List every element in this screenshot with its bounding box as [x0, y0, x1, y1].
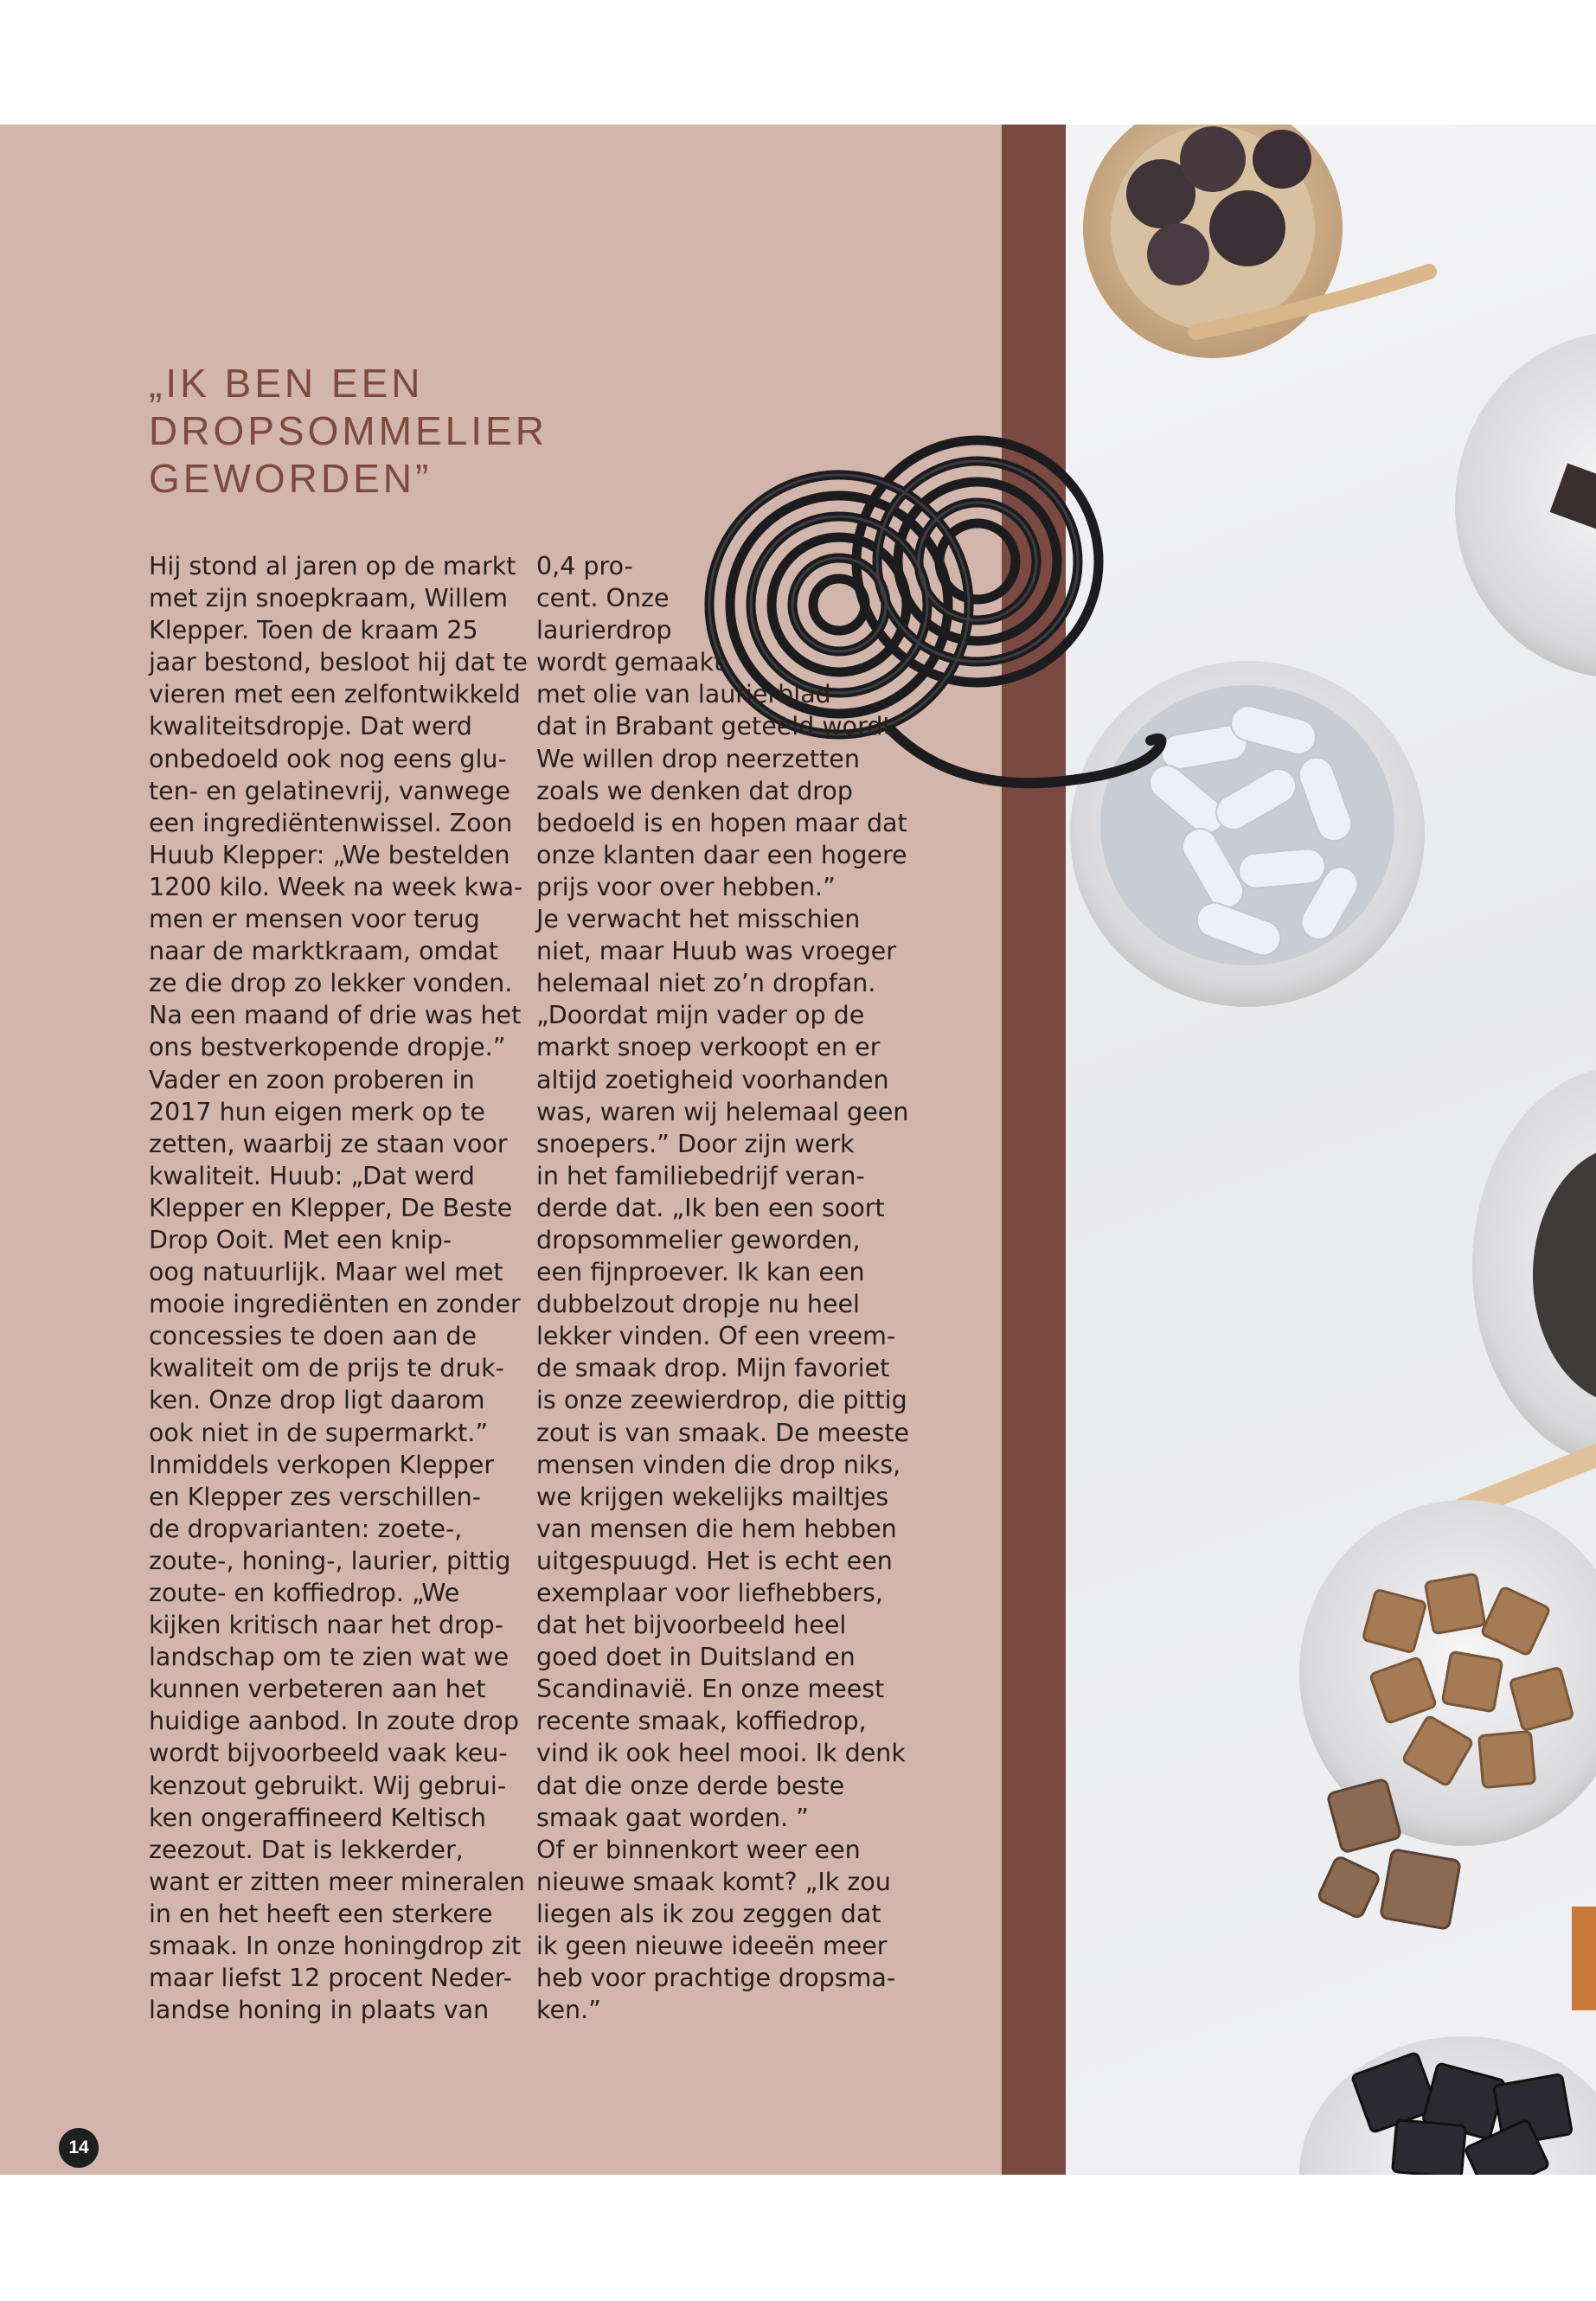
body-line: zoute- en koffiedrop. „We	[149, 1579, 460, 1607]
body-line: kijken kritisch naar het drop-	[149, 1611, 503, 1640]
body-line: goed doet in Duitsland en	[536, 1643, 856, 1672]
body-line: onze klanten daar een hogere	[536, 840, 907, 869]
body-line: wordt bijvoorbeeld vaak keu-	[149, 1739, 508, 1768]
bowl-dark-gummies	[1083, 125, 1429, 358]
body-line: was, waren wij helemaal geen	[536, 1097, 909, 1126]
heading-line: GEWORDEN”	[149, 456, 433, 501]
article-heading	[149, 360, 633, 503]
body-line: kwaliteitsdropje. Dat werd	[149, 712, 472, 741]
body-line: ze die drop zo lekker vonden.	[149, 969, 513, 998]
body-line: kunnen verbeteren aan het	[149, 1675, 486, 1704]
body-line: bedoeld is en hopen maar dat	[536, 808, 907, 837]
body-line: 0,4 pro-	[536, 552, 633, 580]
body-line: exemplaar voor liefhebbers,	[536, 1579, 883, 1607]
body-line: dat in Brabant geteeld wordt.	[536, 712, 901, 741]
body-line: de dropvarianten: zoete-,	[149, 1514, 463, 1543]
body-line: kwaliteit. Huub: „Dat werd	[149, 1161, 475, 1190]
body-line: Vader en zoon proberen in	[149, 1065, 475, 1094]
body-line: dubbelzout dropje nu heel	[536, 1290, 860, 1319]
body-line: van mensen die hem hebben	[536, 1514, 897, 1543]
body-line: ons bestverkopende dropje.”	[149, 1033, 506, 1062]
body-line: altijd zoetigheid voorhanden	[536, 1065, 889, 1094]
body-column-2	[536, 550, 909, 2026]
body-line: landse honing in plaats van	[149, 1996, 490, 2025]
body-line: we krijgen wekelijks mailtjes	[536, 1482, 889, 1511]
body-line: met zijn snoepkraam, Willem	[149, 584, 509, 613]
heading-line: „IK BEN EEN	[149, 361, 424, 406]
body-line: markt snoep verkoopt en er	[536, 1033, 881, 1062]
body-line: smaak gaat worden. ”	[536, 1803, 809, 1832]
body-line: Of er binnenkort weer een	[536, 1835, 861, 1864]
body-line: laurierdrop	[536, 616, 672, 645]
body-line: Scandinavië. En onze meest	[536, 1675, 885, 1704]
body-line: liegen als ik zou zeggen dat	[536, 1899, 881, 1928]
body-line: zoals we denken dat drop	[536, 776, 853, 805]
body-line: uitgespuugd. Het is echt een	[536, 1546, 893, 1575]
body-line: „Doordat mijn vader op de	[536, 1001, 865, 1030]
body-line: dat die onze derde beste	[536, 1771, 845, 1800]
body-line: Hij stond al jaren op de markt	[149, 552, 516, 580]
body-line: onbedoeld ook nog eens glu-	[149, 744, 507, 773]
heading-line: DROPSOMMELIER	[149, 408, 548, 453]
body-line: wordt gemaakt	[536, 648, 724, 677]
body-line: dat het bijvoorbeeld heel	[536, 1611, 847, 1640]
body-line: Klepper en Klepper, De Beste	[149, 1193, 513, 1222]
body-line: lekker vinden. Of een vreem-	[536, 1322, 896, 1351]
bowl-brown-candies	[1299, 1500, 1596, 2010]
body-line: ook niet in de supermarkt.”	[149, 1418, 489, 1447]
body-line: huidige aanbod. In zoute drop	[149, 1707, 519, 1736]
body-line: derde dat. „Ik ben een soort	[536, 1193, 885, 1222]
body-line: dropsommelier geworden,	[536, 1225, 861, 1254]
body-line: ik geen nieuwe ideeën meer	[536, 1932, 888, 1961]
body-line: concessies te doen aan de	[149, 1322, 478, 1351]
body-line: nieuwe smaak komt? „Ik zou	[536, 1867, 891, 1896]
body-line: in en het heeft een sterkere	[149, 1899, 493, 1928]
body-line: Inmiddels verkopen Klepper	[149, 1450, 495, 1479]
body-line: met olie van laurierblad	[536, 680, 831, 709]
body-line: Huub Klepper: „We bestelden	[149, 840, 510, 869]
body-line: ken.”	[536, 1996, 601, 2025]
body-line: een ingrediëntenwissel. Zoon	[149, 808, 513, 837]
bowl-dark-squares	[1299, 2036, 1596, 2175]
body-column-1	[149, 550, 528, 2026]
body-line: Klepper. Toen de kraam 25	[149, 616, 478, 645]
body-line: Je verwacht het misschien	[536, 905, 861, 934]
body-line: want er zitten meer mineralen	[149, 1867, 525, 1896]
body-line: maar liefst 12 procent Neder-	[149, 1964, 513, 1993]
body-line: 1200 kilo. Week na week kwa-	[149, 872, 523, 901]
body-line: recente smaak, koffiedrop,	[536, 1707, 867, 1736]
body-line: een fijnproever. Ik kan een	[536, 1258, 865, 1287]
body-line: naar de marktkraam, omdat	[149, 937, 499, 966]
body-line: mensen vinden die drop niks,	[536, 1450, 901, 1479]
body-line: cent. Onze	[536, 584, 670, 613]
body-line: mooie ingrediënten en zonder	[149, 1290, 521, 1319]
body-line: vieren met een zelfontwikkeld	[149, 680, 521, 709]
body-line: ken. Onze drop ligt daarom	[149, 1386, 485, 1415]
body-line: smaak. In onze honingdrop zit	[149, 1932, 522, 1961]
body-line: kwaliteit om de prijs te druk-	[149, 1354, 504, 1383]
body-line: oog natuurlijk. Maar wel met	[149, 1258, 503, 1287]
body-line: prijs voor over hebben.”	[536, 872, 836, 901]
magazine-spread	[0, 125, 1596, 2175]
body-line: zetten, waarbij ze staan voor	[149, 1129, 508, 1158]
page-number: 14	[59, 2128, 99, 2168]
body-line: helemaal niet zo’n dropfan.	[536, 969, 876, 998]
body-line: vind ik ook heel mooi. Ik denk	[536, 1739, 906, 1768]
body-line: in het familiebedrijf veran-	[536, 1161, 865, 1190]
body-line: en Klepper zes verschillen-	[149, 1482, 482, 1511]
body-line: is onze zeewierdrop, die pittig	[536, 1386, 907, 1415]
body-line: 2017 hun eigen merk op te	[149, 1097, 485, 1126]
body-line: ken ongeraffineerd Keltisch	[149, 1803, 486, 1832]
body-line: snoepers.” Door zijn werk	[536, 1129, 855, 1158]
body-line: zoute-, honing-, laurier, pittig	[149, 1546, 511, 1575]
body-line: We willen drop neerzetten	[536, 744, 860, 773]
body-line: ten- en gelatinevrij, vanwege	[149, 776, 510, 805]
body-line: niet, maar Huub was vroeger	[536, 937, 896, 966]
body-line: Drop Ooit. Met een knip-	[149, 1225, 452, 1254]
body-line: de smaak drop. Mijn favoriet	[536, 1354, 890, 1383]
body-line: zeezout. Dat is lekkerder,	[149, 1835, 464, 1864]
body-line: men er mensen voor terug	[149, 905, 480, 934]
body-line: zout is van smaak. De meeste	[536, 1418, 910, 1447]
body-line: kenzout gebruikt. Wij gebrui-	[149, 1771, 507, 1800]
body-line: jaar bestond, besloot hij dat te	[149, 648, 528, 677]
body-line: heb voor prachtige dropsma-	[536, 1964, 896, 1993]
body-line: Na een maand of drie was het	[149, 1001, 522, 1030]
body-line: landschap om te zien wat we	[149, 1643, 510, 1672]
